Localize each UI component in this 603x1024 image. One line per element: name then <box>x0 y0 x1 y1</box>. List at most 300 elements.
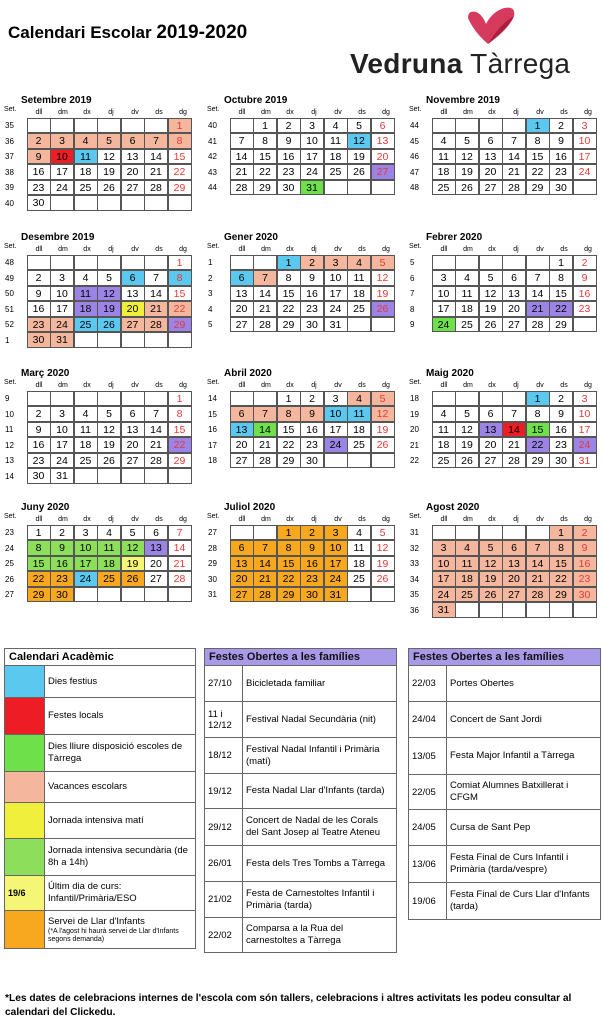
day-cell: 21 <box>168 556 192 572</box>
day-cell <box>526 602 550 618</box>
week-header: Set. <box>409 106 422 113</box>
event-date: 26/01 <box>205 846 243 882</box>
day-cell: 23 <box>549 164 573 180</box>
day-cell <box>121 468 145 484</box>
event-date: 29/12 <box>205 809 243 846</box>
week-number: 35 <box>5 121 14 130</box>
day-cell: 7 <box>144 406 168 422</box>
day-cell: 27 <box>502 587 526 603</box>
week-header: Set. <box>207 513 220 520</box>
weekday-header: dx <box>488 109 496 116</box>
day-cell: 23 <box>573 301 597 317</box>
event-date: 19/12 <box>205 774 243 809</box>
week-number: 44 <box>208 183 217 192</box>
day-cell <box>253 525 277 541</box>
day-cell: 16 <box>549 422 573 438</box>
day-cell: 27 <box>479 180 503 196</box>
weekday-header: dj <box>513 382 519 389</box>
day-cell: 19 <box>479 301 503 317</box>
day-cell: 14 <box>230 149 254 165</box>
day-cell: 9 <box>549 133 573 149</box>
day-cell: 22 <box>27 571 51 587</box>
day-cell: 13 <box>121 149 145 165</box>
weekday-header: dm <box>58 109 68 116</box>
day-cell: 21 <box>526 301 550 317</box>
weekday-header: ds <box>560 109 568 116</box>
day-cell: 21 <box>144 437 168 453</box>
day-cell <box>50 195 74 211</box>
day-cell: 24 <box>432 587 456 603</box>
day-cell <box>324 180 348 196</box>
day-cell: 14 <box>253 556 277 572</box>
day-cell: 3 <box>300 118 324 134</box>
day-cell: 24 <box>573 437 597 453</box>
day-cell: 8 <box>526 406 550 422</box>
event-date: 22/05 <box>409 775 447 810</box>
day-cell: 17 <box>432 301 456 317</box>
day-cell: 27 <box>371 164 395 180</box>
day-cell: 14 <box>144 286 168 302</box>
day-cell: 24 <box>300 164 324 180</box>
day-cell: 11 <box>347 406 371 422</box>
day-cell: 9 <box>277 133 301 149</box>
day-cell: 29 <box>168 453 192 469</box>
day-cell: 4 <box>455 270 479 286</box>
weekday-header: dx <box>488 246 496 253</box>
day-cell: 14 <box>526 556 550 572</box>
day-cell: 7 <box>526 270 550 286</box>
weekday-header: ds <box>155 246 163 253</box>
day-cell: 25 <box>347 437 371 453</box>
day-cell <box>168 468 192 484</box>
day-cell: 5 <box>455 133 479 149</box>
day-cell: 13 <box>502 556 526 572</box>
weekday-header: dj <box>513 516 519 523</box>
month-name: Setembre 2019 <box>21 95 92 106</box>
event-date: 21/02 <box>205 882 243 918</box>
day-cell <box>432 255 456 271</box>
week-number: 28 <box>208 543 217 553</box>
day-cell: 17 <box>74 556 98 572</box>
day-cell: 7 <box>526 540 550 556</box>
day-cell: 8 <box>549 270 573 286</box>
weekday-header: dx <box>83 246 91 253</box>
day-cell: 5 <box>347 118 371 134</box>
day-cell: 12 <box>347 133 371 149</box>
event-name: Festa dels Tres Tombs a Tàrrega <box>243 846 397 882</box>
weekday-header: dm <box>261 516 271 523</box>
day-cell: 6 <box>121 270 145 286</box>
day-cell <box>573 317 597 333</box>
week-number: 40 <box>5 198 14 208</box>
weekday-header: ds <box>358 382 366 389</box>
day-cell: 5 <box>479 270 503 286</box>
weekday-header: dv <box>536 109 544 116</box>
weekday-header: dg <box>179 246 187 253</box>
day-cell: 25 <box>74 317 98 333</box>
day-cell: 24 <box>50 453 74 469</box>
week-number: 43 <box>208 167 217 177</box>
month-calendar <box>408 95 601 196</box>
day-cell: 18 <box>74 301 98 317</box>
day-cell: 9 <box>300 540 324 556</box>
day-cell: 21 <box>230 164 254 180</box>
day-cell: 10 <box>324 270 348 286</box>
weekday-header: dg <box>382 246 390 253</box>
day-cell: 16 <box>27 301 51 317</box>
week-number: 21 <box>410 440 419 450</box>
day-cell: 27 <box>230 317 254 333</box>
day-cell: 10 <box>324 406 348 422</box>
event-date: 13/05 <box>409 738 447 775</box>
day-cell: 1 <box>549 255 573 271</box>
day-cell <box>230 391 254 407</box>
day-cell: 8 <box>168 270 192 286</box>
day-cell: 14 <box>168 540 192 556</box>
day-cell <box>526 255 550 271</box>
day-cell: 18 <box>455 301 479 317</box>
day-cell: 27 <box>121 317 145 333</box>
day-cell: 9 <box>300 406 324 422</box>
week-number: 46 <box>410 152 419 161</box>
week-number: 30 <box>208 574 217 584</box>
day-cell: 9 <box>27 149 51 165</box>
day-cell <box>144 468 168 484</box>
weekday-header: dg <box>382 516 390 523</box>
week-header: Set. <box>409 513 422 520</box>
day-cell <box>97 118 121 134</box>
day-cell: 8 <box>168 406 192 422</box>
day-cell: 25 <box>74 453 98 469</box>
week-number: 5 <box>208 320 213 329</box>
day-cell: 4 <box>74 406 98 422</box>
day-cell: 20 <box>479 164 503 180</box>
day-cell <box>371 587 395 603</box>
weekday-header: dll <box>440 382 448 389</box>
week-number: 25 <box>5 559 14 568</box>
day-cell: 12 <box>455 422 479 438</box>
day-cell: 3 <box>74 525 98 541</box>
day-cell <box>97 195 121 211</box>
event-name: Festa Nadal Llar d'Infants (tarda) <box>243 774 397 809</box>
day-cell: 19 <box>97 301 121 317</box>
weekday-header: dx <box>286 109 294 116</box>
week-number: 39 <box>5 183 14 192</box>
day-cell: 2 <box>50 525 74 541</box>
day-cell: 7 <box>168 525 192 541</box>
weekday-header: dg <box>584 382 592 389</box>
month-calendar <box>408 232 601 333</box>
week-number: 15 <box>208 409 217 419</box>
day-cell: 6 <box>479 406 503 422</box>
day-cell <box>50 391 74 407</box>
weekday-header: dj <box>311 109 317 116</box>
month-name: Abril 2020 <box>224 368 272 379</box>
week-number: 51 <box>5 304 14 314</box>
week-number: 42 <box>208 152 217 161</box>
day-cell: 13 <box>121 286 145 302</box>
day-cell: 8 <box>277 540 301 556</box>
day-cell <box>97 255 121 271</box>
weekday-header: dj <box>311 246 317 253</box>
day-cell: 31 <box>324 317 348 333</box>
weekday-header: dg <box>179 516 187 523</box>
weekday-header: dll <box>238 246 246 253</box>
day-cell <box>347 180 371 196</box>
event-name: Comiat Alumnes Batxillerat i CFGM <box>447 775 601 810</box>
day-cell: 15 <box>168 422 192 438</box>
day-cell: 29 <box>253 180 277 196</box>
legend-text: Vacances escolars <box>45 772 196 803</box>
week-number: 32 <box>410 543 419 553</box>
day-cell: 17 <box>324 286 348 302</box>
day-cell: 6 <box>479 133 503 149</box>
day-cell: 21 <box>526 571 550 587</box>
day-cell <box>121 195 145 211</box>
weekday-header: dj <box>513 109 519 116</box>
day-cell: 27 <box>144 571 168 587</box>
day-cell: 4 <box>432 133 456 149</box>
weekday-header: ds <box>560 246 568 253</box>
day-cell: 20 <box>479 437 503 453</box>
day-cell: 2 <box>300 391 324 407</box>
weekday-header: dg <box>584 246 592 253</box>
week-header: Set. <box>207 106 220 113</box>
day-cell: 26 <box>455 180 479 196</box>
day-cell: 13 <box>479 422 503 438</box>
day-cell: 8 <box>277 406 301 422</box>
day-cell: 1 <box>526 391 550 407</box>
week-number: 40 <box>208 121 217 130</box>
day-cell: 24 <box>50 317 74 333</box>
day-cell: 10 <box>573 133 597 149</box>
month-calendar <box>3 232 196 348</box>
day-cell: 7 <box>253 540 277 556</box>
day-cell: 1 <box>253 118 277 134</box>
day-cell: 5 <box>97 270 121 286</box>
day-cell: 10 <box>573 406 597 422</box>
day-cell: 24 <box>50 180 74 196</box>
week-number: 37 <box>5 152 14 161</box>
week-number: 16 <box>208 425 217 434</box>
day-cell: 13 <box>230 286 254 302</box>
day-cell: 5 <box>371 391 395 407</box>
page-title: Calendari Escolar 2019-2020 <box>8 22 248 43</box>
week-number: 3 <box>208 289 213 298</box>
day-cell: 13 <box>479 149 503 165</box>
day-cell: 1 <box>27 525 51 541</box>
day-cell: 17 <box>50 301 74 317</box>
weekday-header: dj <box>108 246 114 253</box>
day-cell: 28 <box>168 571 192 587</box>
day-cell: 8 <box>168 133 192 149</box>
day-cell <box>371 180 395 196</box>
day-cell: 14 <box>253 422 277 438</box>
weekday-header: dm <box>463 109 473 116</box>
weekday-header: dg <box>584 516 592 523</box>
day-cell: 4 <box>432 406 456 422</box>
weekday-header: dx <box>83 109 91 116</box>
day-cell: 29 <box>277 317 301 333</box>
day-cell <box>121 587 145 603</box>
day-cell: 24 <box>324 571 348 587</box>
month-calendar <box>206 502 399 603</box>
month-name: Juliol 2020 <box>224 502 276 513</box>
month-name: Agost 2020 <box>426 502 480 513</box>
day-cell <box>371 317 395 333</box>
day-cell: 26 <box>121 571 145 587</box>
event-date: 11 i 12/12 <box>205 702 243 738</box>
event-date: 22/03 <box>409 666 447 702</box>
week-header: Set. <box>207 379 220 386</box>
day-cell: 23 <box>300 437 324 453</box>
day-cell: 3 <box>50 406 74 422</box>
week-number: 29 <box>208 559 217 568</box>
day-cell: 22 <box>526 164 550 180</box>
day-cell: 2 <box>27 133 51 149</box>
day-cell: 3 <box>50 270 74 286</box>
day-cell: 24 <box>432 317 456 333</box>
week-number: 34 <box>410 574 419 584</box>
day-cell: 6 <box>121 406 145 422</box>
week-number: 45 <box>410 136 419 146</box>
day-cell: 19 <box>371 286 395 302</box>
day-cell <box>74 587 98 603</box>
day-cell: 17 <box>50 164 74 180</box>
day-cell: 31 <box>50 468 74 484</box>
legend-text: Dies lliure disposició escoles de Tàrrega <box>45 735 196 772</box>
day-cell: 25 <box>432 180 456 196</box>
legend-swatch <box>5 772 45 803</box>
week-header: Set. <box>409 243 422 250</box>
day-cell: 16 <box>549 149 573 165</box>
weekday-header: dm <box>463 516 473 523</box>
day-cell: 5 <box>479 540 503 556</box>
weekday-header: dg <box>584 109 592 116</box>
week-header: Set. <box>4 379 17 386</box>
day-cell: 15 <box>27 556 51 572</box>
weekday-header: dll <box>440 246 448 253</box>
week-number: 4 <box>208 304 213 314</box>
day-cell <box>549 602 573 618</box>
day-cell: 24 <box>74 571 98 587</box>
day-cell: 5 <box>371 255 395 271</box>
month-name: Desembre 2019 <box>21 232 95 243</box>
day-cell <box>253 255 277 271</box>
legend-swatch <box>5 666 45 698</box>
month-calendar <box>3 502 196 603</box>
weekday-header: dm <box>463 382 473 389</box>
day-cell: 13 <box>144 540 168 556</box>
day-cell: 23 <box>300 301 324 317</box>
weekday-header: dm <box>58 382 68 389</box>
weekday-header: dx <box>488 516 496 523</box>
day-cell <box>324 453 348 469</box>
vedruna-logo-icon <box>462 6 520 48</box>
day-cell: 22 <box>549 571 573 587</box>
week-number: 48 <box>5 258 14 267</box>
day-cell: 25 <box>74 180 98 196</box>
day-cell: 1 <box>168 255 192 271</box>
day-cell: 8 <box>253 133 277 149</box>
day-cell <box>144 587 168 603</box>
day-cell: 18 <box>347 286 371 302</box>
week-number: 1 <box>5 335 10 345</box>
day-cell: 28 <box>502 180 526 196</box>
day-cell <box>50 118 74 134</box>
day-cell: 12 <box>371 540 395 556</box>
day-cell: 29 <box>168 180 192 196</box>
weekday-header: dv <box>131 109 139 116</box>
week-number: 48 <box>410 183 419 192</box>
weekday-header: ds <box>358 516 366 523</box>
day-cell <box>526 525 550 541</box>
day-cell: 16 <box>27 437 51 453</box>
day-cell <box>479 118 503 134</box>
day-cell: 18 <box>347 422 371 438</box>
week-number: 10 <box>5 409 14 419</box>
day-cell: 17 <box>50 437 74 453</box>
legend-text: Festes locals <box>45 698 196 735</box>
day-cell: 26 <box>97 317 121 333</box>
day-cell: 10 <box>50 149 74 165</box>
day-cell: 29 <box>549 317 573 333</box>
weekday-header: dll <box>35 109 43 116</box>
day-cell: 26 <box>97 453 121 469</box>
day-cell <box>97 391 121 407</box>
day-cell: 15 <box>277 286 301 302</box>
day-cell: 20 <box>121 164 145 180</box>
footer-note: *Les dates de celebracions internes de l'escola com són tallers, celebracions i altres activitats les podeu consultar al calendari del Clickedu. <box>5 993 572 1018</box>
day-cell: 30 <box>573 587 597 603</box>
day-cell: 25 <box>324 164 348 180</box>
day-cell <box>144 332 168 348</box>
weekday-header: dv <box>334 109 342 116</box>
day-cell: 5 <box>371 525 395 541</box>
day-cell: 30 <box>549 453 573 469</box>
week-number: 47 <box>410 167 419 177</box>
day-cell: 25 <box>432 453 456 469</box>
day-cell: 4 <box>74 133 98 149</box>
day-cell <box>253 391 277 407</box>
day-cell: 6 <box>502 270 526 286</box>
day-cell: 14 <box>526 286 550 302</box>
weekday-header: dll <box>35 516 43 523</box>
day-cell: 9 <box>573 540 597 556</box>
week-number: 9 <box>410 320 415 329</box>
day-cell: 10 <box>300 133 324 149</box>
day-cell <box>479 391 503 407</box>
day-cell: 12 <box>479 556 503 572</box>
weekday-header: ds <box>560 382 568 389</box>
event-name: Festa Final de Curs Llar d'Infants (tarda) <box>447 883 601 920</box>
day-cell: 15 <box>549 286 573 302</box>
day-cell: 26 <box>347 164 371 180</box>
day-cell: 11 <box>455 556 479 572</box>
week-number: 8 <box>410 304 415 314</box>
day-cell <box>121 391 145 407</box>
week-number: 2 <box>208 273 213 283</box>
day-cell: 15 <box>253 149 277 165</box>
day-cell: 4 <box>347 255 371 271</box>
day-cell: 12 <box>97 422 121 438</box>
day-cell: 1 <box>526 118 550 134</box>
weekday-header: dj <box>108 516 114 523</box>
day-cell: 21 <box>253 437 277 453</box>
day-cell <box>573 180 597 196</box>
week-number: 52 <box>5 320 14 329</box>
day-cell <box>432 391 456 407</box>
